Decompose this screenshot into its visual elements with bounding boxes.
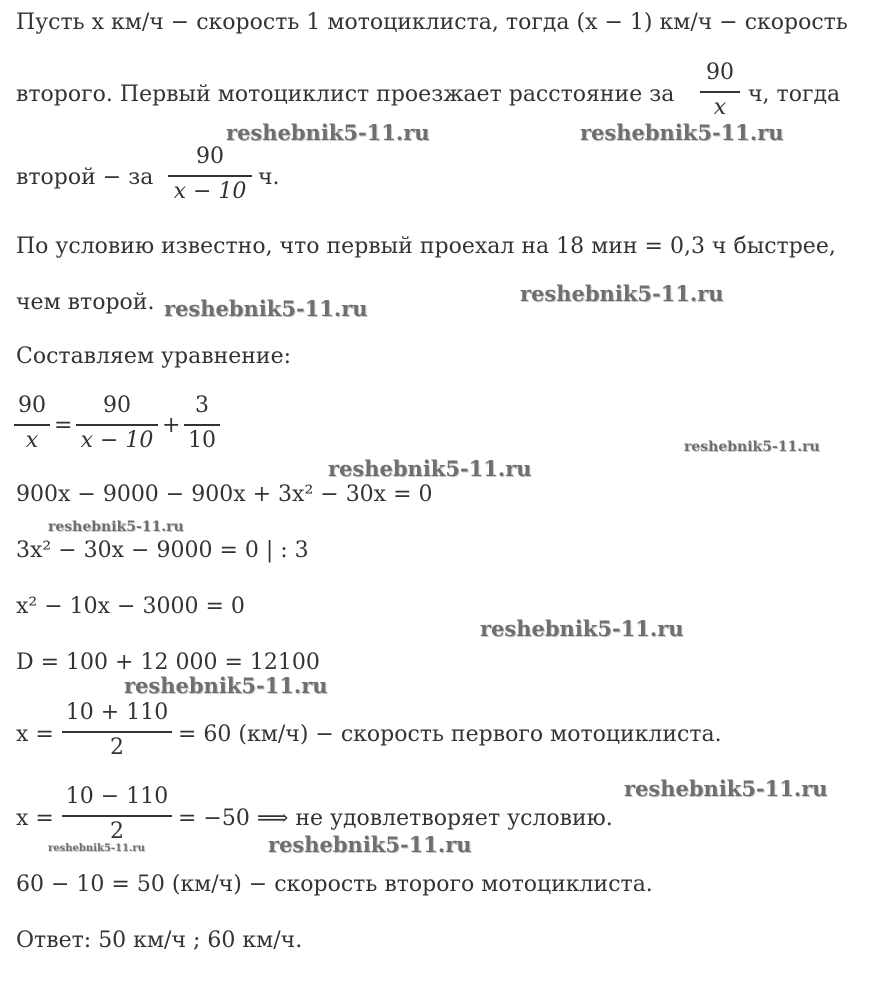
equation-4: x² − 10x − 3000 = 0 <box>16 594 245 619</box>
text-line-2: второго. Первый мотоциклист проезжает расстояние за <box>16 82 675 107</box>
text-second-speed: 60 − 10 = 50 (км/ч) − скорость второго мотоциклиста. <box>16 872 653 897</box>
equation-1-rhs-fraction-1 <box>76 393 158 457</box>
fraction-bar <box>168 175 252 177</box>
watermark: reshebnik5-11.ru <box>328 456 532 481</box>
fraction-bar <box>700 91 740 93</box>
fraction-numerator: 90 <box>196 144 224 169</box>
watermark: reshebnik5-11.ru <box>48 519 184 535</box>
watermark: reshebnik5-11.ru <box>268 832 472 857</box>
fraction-numerator: 90 <box>18 393 46 418</box>
watermark: reshebnik5-11.ru <box>164 296 368 321</box>
watermark: reshebnik5-11.ru <box>480 616 684 641</box>
equation-1-equals: = <box>54 413 73 438</box>
equation-1-lhs-fraction <box>14 393 50 457</box>
root-2-lhs: x = <box>16 806 54 831</box>
watermark: reshebnik5-11.ru <box>226 120 430 145</box>
fraction-denominator: 2 <box>110 735 124 760</box>
text-line-1: Пусть x км/ч − скорость 1 мотоциклиста, тогда (x − 1) км/ч − скорость <box>16 10 848 35</box>
fraction-denominator: x − 10 <box>80 428 154 453</box>
fraction-denominator: x <box>25 428 39 453</box>
fraction-bar <box>62 731 172 733</box>
root-1-lhs: x = <box>16 722 54 747</box>
root-1-tail: = 60 (км/ч) − скорость первого мотоциклиста. <box>178 722 722 747</box>
fraction-bar <box>76 424 158 426</box>
text-line-6: Составляем уравнение: <box>16 344 292 369</box>
fraction-numerator: 10 − 110 <box>65 784 169 809</box>
watermark: reshebnik5-11.ru <box>624 776 828 801</box>
fraction-numerator: 10 + 110 <box>65 700 169 725</box>
watermark: reshebnik5-11.ru <box>684 439 820 455</box>
watermark: reshebnik5-11.ru <box>124 673 328 698</box>
text-line-3-tail: ч. <box>258 165 280 190</box>
text-line-2-tail: ч, тогда <box>748 82 841 107</box>
fraction-bar <box>14 424 50 426</box>
fraction-denominator: 10 <box>188 428 216 453</box>
watermark: reshebnik5-11.ru <box>580 120 784 145</box>
root-1-fraction <box>62 700 172 764</box>
text-line-5: чем второй. <box>16 290 155 315</box>
fraction-90-over-x <box>700 60 740 124</box>
fraction-numerator: 90 <box>103 393 131 418</box>
text-line-3: второй − за <box>16 165 154 190</box>
watermark: reshebnik5-11.ru <box>48 843 145 854</box>
watermark: reshebnik5-11.ru <box>520 281 724 306</box>
root-2-fraction <box>62 784 172 848</box>
fraction-numerator: 3 <box>195 393 209 418</box>
root-2-tail: = −50 ⟹ не удовлетворяет условию. <box>178 806 613 831</box>
equation-5: D = 100 + 12 000 = 12100 <box>16 650 320 675</box>
equation-1-rhs-fraction-2 <box>184 393 220 457</box>
answer-line: Ответ: 50 км/ч ; 60 км/ч. <box>16 928 303 953</box>
fraction-denominator: 2 <box>110 819 124 844</box>
fraction-denominator: x <box>713 95 727 120</box>
fraction-bar <box>62 815 172 817</box>
equation-1-plus: + <box>162 413 181 438</box>
text-line-4: По условию известно, что первый проехал на 18 мин = 0,3 ч быстрее, <box>16 234 836 259</box>
fraction-bar <box>184 424 220 426</box>
equation-3: 3x² − 30x − 9000 = 0 | : 3 <box>16 538 309 563</box>
fraction-denominator: x − 10 <box>173 179 247 204</box>
equation-2: 900x − 9000 − 900x + 3x² − 30x = 0 <box>16 482 433 507</box>
fraction-90-over-x-minus-10 <box>168 144 252 208</box>
fraction-numerator: 90 <box>706 60 734 85</box>
